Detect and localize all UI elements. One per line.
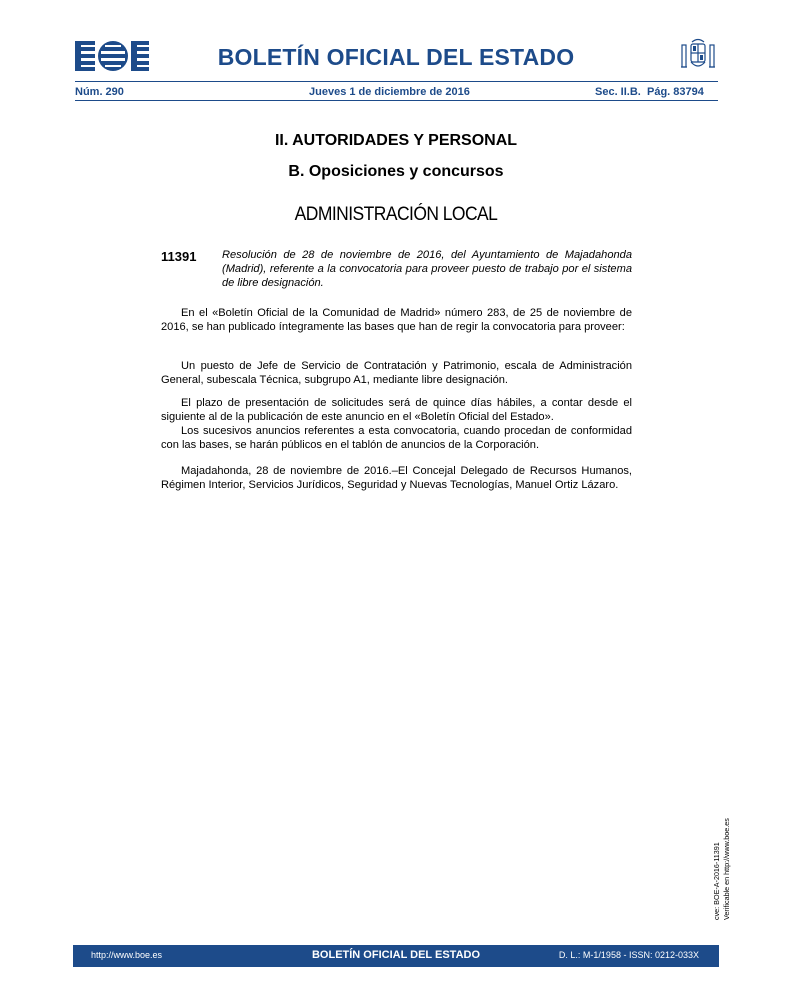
signature-paragraph: Majadahonda, 28 de noviembre de 2016.–El Concejal Delegado de Recursos Humanos, Régimen Interior, Servicios Jurídicos, Seguridad y Nuevas Tecnologías, Manuel Ortiz Lázaro. [161,465,632,491]
verification-link: Verificable en http://www.boe.es [722,818,731,920]
section-label: Sec. II.B. [595,86,641,98]
body-paragraph: El plazo de presentación de solicitudes será de quince días hábiles, a contar desde el siguiente al de la publicación de este anuncio en el «Boletín Oficial del Estado». [161,397,632,423]
entry-number: 11391 [161,249,197,264]
section-heading: II. AUTORIDADES Y PERSONAL [274,132,518,149]
subsection-heading: B. Oposiciones y concursos [288,163,504,180]
footer-title: BOLETÍN OFICIAL DEL ESTADO [311,949,481,961]
header-rule-top [75,81,718,82]
boe-logo [75,41,149,71]
entry-body [161,306,632,334]
gazette-title: BOLETÍN OFICIAL DEL ESTADO [217,44,575,70]
cve-code: cve: BOE-A-2016-11391 [712,842,721,920]
issue-number: Núm. 290 [75,86,124,98]
issue-date: Jueves 1 de diciembre de 2016 [309,86,470,98]
section-and-page [595,86,704,98]
header-rule-bottom [75,100,718,101]
coat-of-arms-icon [678,36,718,76]
page-label: Pág. 83794 [646,86,704,98]
footer-legal: D. L.: M-1/1958 - ISSN: 0212-033X [558,950,699,960]
resolution-title: Resolución de 28 de noviembre de 2016, del Ayuntamiento de Majadahonda (Madrid), referente a la convocatoria para proveer puesto de trabajo por el sistema de libre designación. [222,249,632,289]
footer-url-link[interactable]: http://www.boe.es [91,950,163,960]
verification-note [712,818,732,920]
body-paragraph: Los sucesivos anuncios referentes a esta convocatoria, cuando procedan de conformidad con las bases, se harán públicos en el tablón de anuncios de la Corporación. [161,425,632,451]
entry-body [161,464,632,492]
footer-bar [73,945,719,967]
body-paragraph: En el «Boletín Oficial de la Comunidad de Madrid» número 283, de 25 de noviembre de 2016, se han publicado íntegramente las bases que han de regir la convocatoria para proveer: [161,307,632,333]
body-paragraph: Un puesto de Jefe de Servicio de Contratación y Patrimonio, escala de Administración General, subescala Técnica, subgrupo A1, mediante libre designación. [161,360,632,386]
administration-heading: ADMINISTRACIÓN LOCAL [294,204,498,225]
entry-body [161,396,632,452]
entry-body [161,359,632,387]
